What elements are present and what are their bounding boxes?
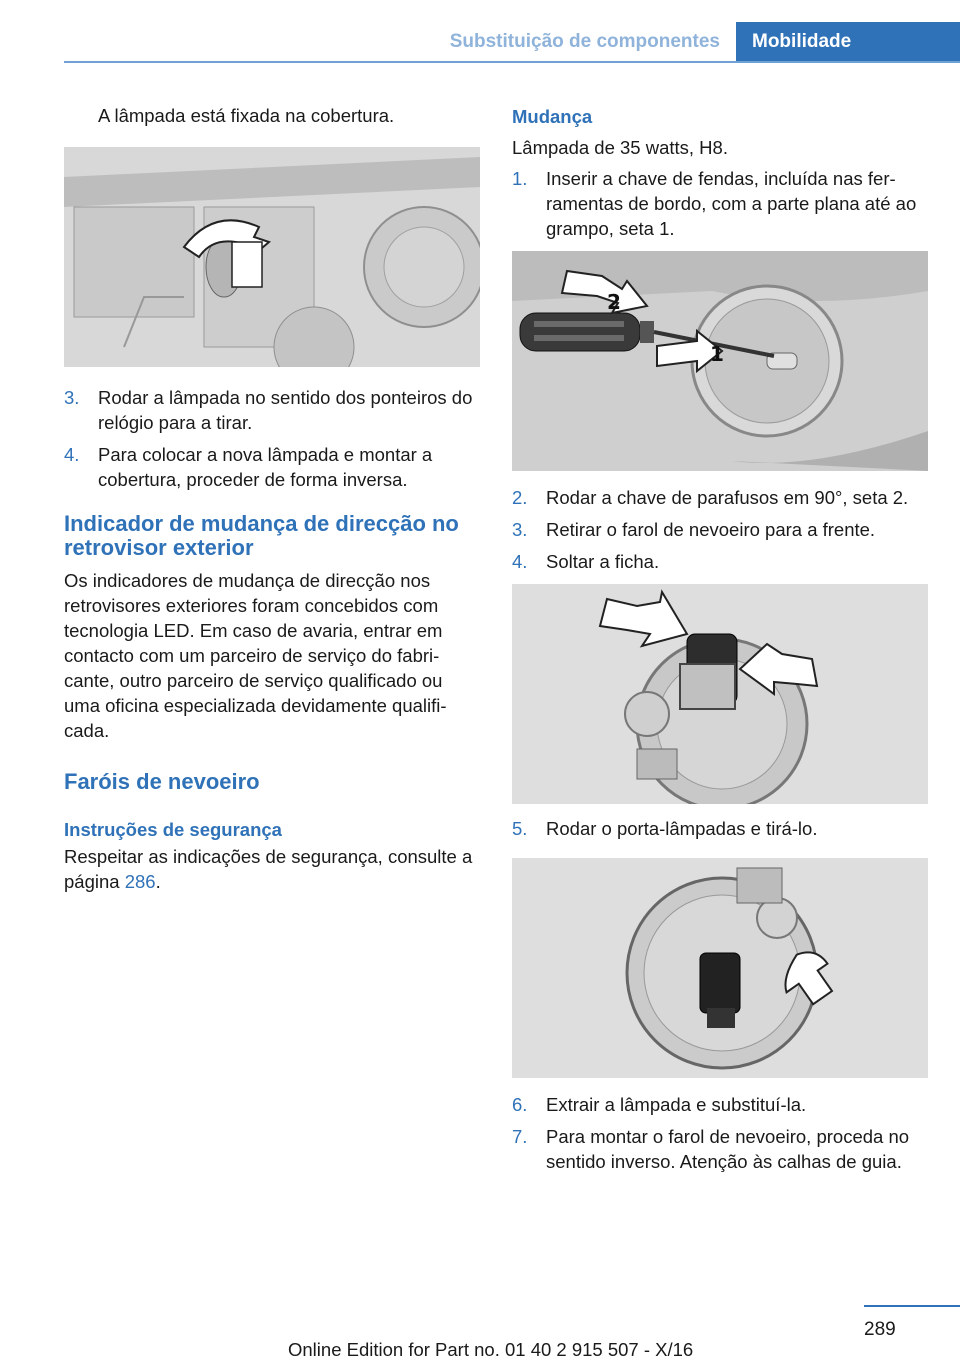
left-column <box>64 100 480 894</box>
step-text: Para colocar a nova lâmpada e montar a cobertura, proceder de forma inversa. <box>98 444 433 490</box>
step-text: Soltar a ficha. <box>546 551 660 572</box>
step-item <box>512 549 928 574</box>
figure-plug-release <box>512 584 928 804</box>
step-text: Extrair a lâmpada e substituí-la. <box>546 1094 807 1115</box>
header-chapter-tab: Mobilidade <box>736 22 960 63</box>
page-reference-link[interactable]: 286 <box>124 871 156 892</box>
intro-text: A lâmpada está fixada na cobertura. <box>98 105 395 126</box>
edition-line: Online Edition for Part no. 01 40 2 915 507 - X/16 <box>288 1339 694 1360</box>
figure-label-arrow-1: 1 <box>710 342 724 366</box>
safety-text <box>64 844 480 894</box>
heading-safety: Instruções de segurança <box>64 819 282 840</box>
step-number: 3. <box>64 387 80 408</box>
step-item <box>512 485 928 510</box>
right-column <box>512 100 928 1181</box>
step-number: 2. <box>512 487 528 508</box>
turn-indicator-text: Os indicadores de mudança de direcção nos retrovisores exteriores foram concebidos com tecnologia LED. Em caso de avaria, entrar em contacto com um parceiro de serviço do fabricante, outro parceiro de serviço qualificado ou uma oficina especializada devidamente qualificada. <box>64 570 447 741</box>
safety-text-body: Respeitar as indicações de segurança, consulte a página <box>64 846 473 892</box>
bulb-spec-text: Lâmpada de 35 watts, H8. <box>512 137 728 158</box>
step-text: Para montar o farol de nevoeiro, proceda no sentido inverso. Atenção às calhas de guia. <box>546 1126 910 1172</box>
figure-bulb-holder <box>512 858 928 1078</box>
figure-headlight-cover <box>64 147 480 367</box>
step-number: 5. <box>512 818 528 839</box>
step-item <box>64 442 480 492</box>
step-text: Rodar o porta-lâmpadas e tirá-lo. <box>546 818 818 839</box>
step-item <box>512 517 928 542</box>
step-number: 4. <box>512 551 528 572</box>
header-rule <box>64 61 960 63</box>
heading-turn-indicator: Indicador de mudança de direcção no retrovisor exterior <box>64 511 459 560</box>
step-number: 1. <box>512 168 528 189</box>
step-item <box>512 166 928 241</box>
heading-change: Mudança <box>512 106 593 127</box>
page-number: 289 <box>864 1319 896 1340</box>
step-text: Rodar a chave de parafusos em 90°, seta 2. <box>546 487 909 508</box>
step-number: 7. <box>512 1126 528 1147</box>
step-number: 4. <box>64 444 80 465</box>
step-text: Inserir a chave de fendas, incluída nas ferramentas de bordo, com a parte plana até ao grampo, seta 1. <box>546 168 917 239</box>
heading-fog-lights: Faróis de nevoeiro <box>64 769 260 794</box>
step-text: Rodar a lâmpada no sentido dos ponteiros do relógio para a tirar. <box>98 387 473 433</box>
figure-label-arrow-2: 2 <box>607 290 621 314</box>
step-number: 6. <box>512 1094 528 1115</box>
step-text: Retirar o farol de nevoeiro para a frente. <box>546 519 876 540</box>
step-item <box>512 816 928 841</box>
step-item <box>64 385 480 435</box>
footer-rule <box>864 1305 960 1307</box>
header-section-title: Substituição de componentes <box>449 31 720 52</box>
step-item <box>512 1092 928 1117</box>
step-item <box>512 1124 928 1174</box>
step-number: 3. <box>512 519 528 540</box>
figure-screwdriver-clip <box>512 251 928 471</box>
safety-text-end: . <box>155 871 161 892</box>
